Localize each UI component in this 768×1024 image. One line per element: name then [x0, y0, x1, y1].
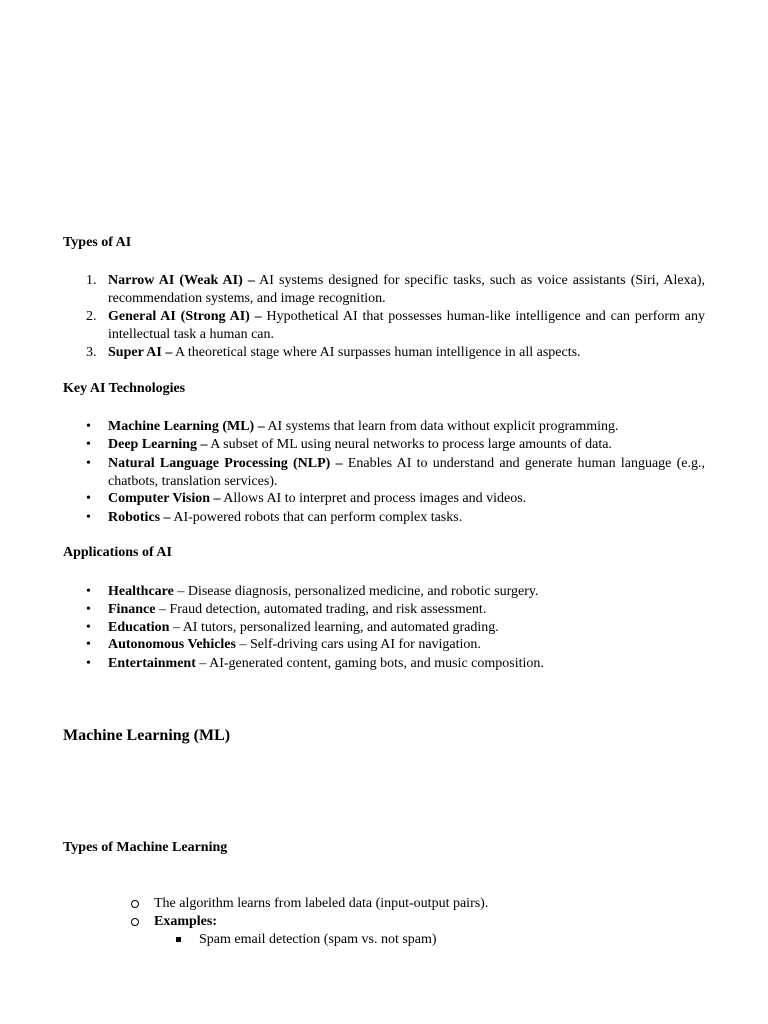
- list-item: [108, 583, 705, 601]
- list-item-term: Machine Learning (ML) –: [108, 419, 265, 434]
- applications-of-ai-heading: Applications of AI: [63, 545, 172, 560]
- list-item-term: Computer Vision –: [108, 491, 221, 506]
- key-ai-technologies-heading: Key AI Technologies: [63, 381, 186, 396]
- list-item: [108, 509, 705, 527]
- list-item-term: Finance: [108, 602, 156, 617]
- square-bullet-icon: [176, 937, 181, 942]
- list-item-desc: A subset of ML using neural networks to process large amounts of data.: [207, 437, 612, 452]
- list-item-term: Deep Learning –: [108, 437, 208, 452]
- types-of-ai-heading: Types of AI: [63, 235, 132, 250]
- types-of-ml-heading: Types of Machine Learning: [63, 840, 228, 855]
- list-item: [108, 436, 705, 454]
- list-item-desc: AI systems that learn from data without explicit programming.: [264, 419, 619, 434]
- list-item-term: Narrow AI (Weak AI) –: [108, 273, 255, 288]
- bullet-icon: •: [86, 437, 91, 452]
- bullet-icon: •: [86, 419, 91, 434]
- circle-bullet-icon: [131, 900, 139, 908]
- list-item-term: Healthcare: [108, 584, 174, 599]
- example-item: Spam email detection (spam vs. not spam): [199, 932, 437, 947]
- list-item-term: Entertainment: [108, 656, 196, 671]
- list-item: [108, 308, 705, 344]
- list-item-desc: – AI-generated content, gaming bots, and music composition.: [195, 656, 544, 671]
- list-item: [108, 601, 705, 619]
- list-item-desc: A theoretical stage where AI surpasses human intelligence in all aspects.: [172, 345, 581, 360]
- bullet-icon: •: [86, 456, 91, 471]
- list-item: [108, 455, 705, 491]
- list-item-term: Education: [108, 620, 170, 635]
- list-item-term: Natural Language Processing (NLP) –: [108, 456, 343, 471]
- list-item-desc: – Disease diagnosis, personalized medicine, and robotic surgery.: [173, 584, 539, 599]
- list-item-desc: Enables AI to understand and generate human language (e.g., chatbots, translation services).: [108, 456, 705, 489]
- list-item-term: General AI (Strong AI) –: [108, 309, 262, 324]
- list-item-desc: AI-powered robots that can perform complex tasks.: [170, 510, 463, 525]
- list-item: [108, 619, 705, 637]
- list-item: [108, 490, 705, 508]
- list-item: [108, 636, 705, 654]
- machine-learning-title: Machine Learning (ML): [63, 727, 231, 744]
- bullet-icon: •: [86, 602, 91, 617]
- bullet-icon: •: [86, 510, 91, 525]
- list-number: 1.: [86, 273, 97, 288]
- list-item-term: Super AI –: [108, 345, 173, 360]
- list-item-desc: Hypothetical AI that possesses human-like intelligence and can perform any intellectual task a human can.: [108, 309, 705, 342]
- list-item-desc: – AI tutors, personalized learning, and automated grading.: [169, 620, 499, 635]
- circle-bullet-icon: [131, 918, 139, 926]
- list-item: [108, 418, 705, 436]
- list-item-desc: AI systems designed for specific tasks, such as voice assistants (Siri, Alexa), recommendation systems, and image recognition.: [108, 273, 705, 306]
- list-number: 2.: [86, 309, 97, 324]
- list-item: [108, 344, 705, 362]
- bullet-icon: •: [86, 491, 91, 506]
- list-item-desc: – Self-driving cars using AI for navigation.: [235, 637, 481, 652]
- sub-list-item: The algorithm learns from labeled data (input-output pairs).: [154, 896, 489, 911]
- list-item-desc: – Fraud detection, automated trading, and risk assessment.: [155, 602, 487, 617]
- sub-list-item: Examples:: [154, 914, 217, 929]
- list-item-term: Autonomous Vehicles: [108, 637, 236, 652]
- list-item-term: Robotics –: [108, 510, 171, 525]
- list-item-desc: Allows AI to interpret and process images and videos.: [220, 491, 527, 506]
- list-item: [108, 272, 705, 308]
- bullet-icon: •: [86, 656, 91, 671]
- list-number: 3.: [86, 345, 97, 360]
- bullet-icon: •: [86, 584, 91, 599]
- bullet-icon: •: [86, 620, 91, 635]
- list-item: [108, 655, 705, 673]
- bullet-icon: •: [86, 637, 91, 652]
